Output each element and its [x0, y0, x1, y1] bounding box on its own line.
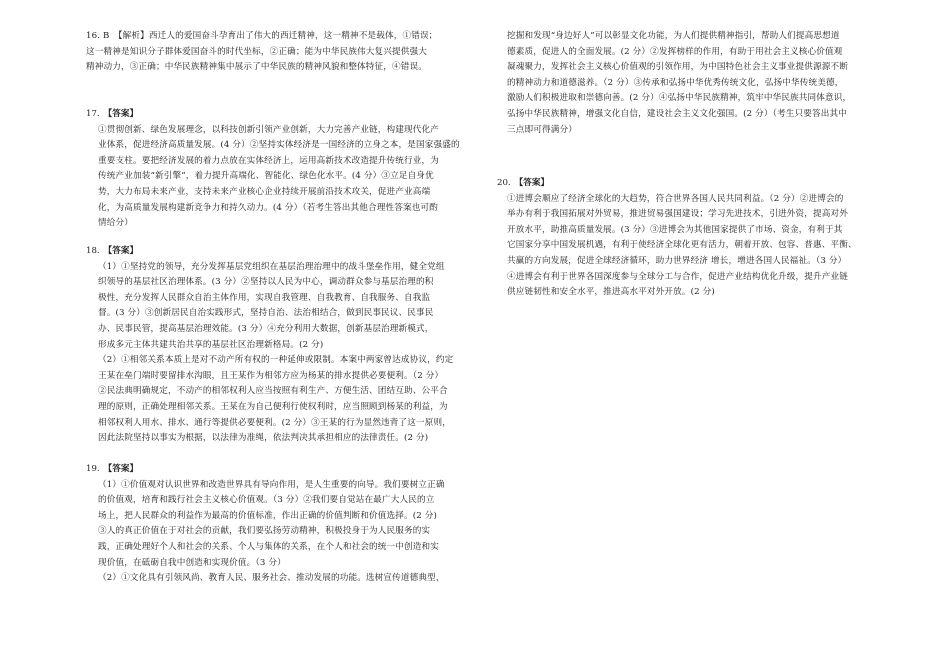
q16-line: 16. B 【解析】西迁人的爱国奋斗孕育出了伟大的西迁精神，这一精神不是载体，①错误；: [86, 31, 438, 41]
q18-line: 王某在垒门端时要留排水沟眼，且王某作为相邻方应为杨某的排水提供必要便利。（2 分）: [98, 370, 444, 381]
q18-line: 理的原则，正确处理相邻关系。王某在为自己便利行使权利时，应当照顾到杨某的利益，为: [98, 401, 448, 412]
q20-line: 共赢的方向发展，促进全球经济循环，助力世界经济 增长，增进各国人民福祉。（3 分）: [507, 255, 847, 266]
q20-heading: [497, 176, 879, 192]
q19-line: （1）①价值观对认识世界和改造世界具有导向作用，是人生重要的向导。我们要树立正确: [98, 479, 445, 490]
q19-line: ③人的真正价值在于对社会的贡献，我们要弘扬劳动精神，积极投身于为人民服务的实: [98, 526, 431, 537]
q18-block: [86, 244, 466, 447]
q19-cont-line: 凝魂聚力，发挥社会主义核心价值观的引领作用，为中国特色社会主义事业提供源源不断: [507, 62, 849, 73]
q18-heading: [86, 244, 466, 260]
q20-line: 供应链韧性和安全水平，推进高水平对外开放。(2 分): [507, 287, 715, 298]
q17-line: 化，为高质量发展构建新竞争力和持久动力。(4 分）（若考生答出其他合理性答案也可酌: [98, 202, 438, 213]
q18-line: （2）①相邻关系本质上是对不动产所有权的一种延伸或限制。本案中两家曾达成协议，约定: [98, 355, 454, 366]
q18-line: 形成多元主体共建共治共享的基层社区治理新格局。(2 分): [98, 339, 324, 350]
q17-line: 传统产业加装“新引擎”，着力提升高端化、智能化、绿色化水平。(4 分）③立足自身优: [98, 171, 434, 182]
q19-line: 践，正确处理好个人和社会的关系、个人与集体的关系，在个人和社会的统一中创造和实: [98, 541, 440, 552]
answer-label: 【答案】: [103, 464, 139, 474]
q16-line: 这一精神是知识分子群体爱国奋斗的时代坐标，②正确；能为中华民族伟大复兴提供强大: [86, 46, 428, 57]
q20-line: ④进博会有利于世界各国深度参与全球分工与合作，促进产业结构优化升级，提升产业链: [507, 271, 849, 282]
q16-block: [86, 29, 466, 76]
answer-label: 【答案】: [514, 178, 550, 188]
answer-label: 【答案】: [103, 246, 139, 256]
q19-cont-line: 激励人们积极进取和崇德向善。(2 分）④弘扬中华民族精神，筑牢中华民族共同体意识，: [507, 93, 852, 104]
question-number: 17.: [86, 109, 100, 119]
answer-label: 【答案】: [103, 109, 139, 119]
q19-continued-block: [507, 29, 879, 138]
q18-line: 织领导的基层社区治理体系。(3 分）②坚持以人民为中心，调动群众参与基层治理的积: [98, 277, 434, 288]
q17-line: 重要支柱。要把经济发展的着力点放在实体经济上，运用高新技术改造提升传统行业，为: [98, 155, 440, 166]
q18-line: 办、民事民管，提高基层治理效能。(3 分）④充分利用大数据，创新基层治理新模式，: [98, 323, 434, 334]
q20-line: 举办有利于我国拓展对外贸易，推进贸易强国建设；学习先进技术，引进外资，提高对外: [507, 209, 849, 220]
q17-line: 业体系，促进经济高质量发展。(4 分）②坚持实体经济是一国经济的立身之本，是国家强盛的: [98, 140, 460, 151]
q19-line: （2）①文化具有引领风尚、教育人民、服务社会、推动发展的功能。选树宣传道德典型，: [98, 573, 445, 584]
q19-block: [86, 462, 466, 587]
q20-line: 开放水平，助推高质量发展。(3 分）③进博会为其他国家提供了市场、资金，有利于其: [507, 224, 843, 235]
q19-line: 现价值，在砥砺自我中创造和实现价值。（3 分）: [98, 557, 286, 568]
q17-line: 势，大力布局未来产业，支持未来产业核心企业持续开展前沿技术攻关，促进产业高端: [98, 186, 431, 197]
q19-line: 的价值观，培育和践行社会主义核心价值观。（3 分）②我们要自觉站在最广大人民的立: [98, 495, 435, 506]
q17-line: ①贯彻创新、绿色发展理念，以科技创新引领产业创新，大力完善产业链，构建现代化产: [98, 124, 440, 135]
q18-line: 相邻权利人用水、排水、通行等提供必要便利。(2 分）③王某的行为显然违背了这一原则，: [98, 417, 452, 428]
q20-line: ①进博会顺应了经济全球化的大趋势，符合世界各国人民共同利益。（2 分）②进博会的: [507, 193, 844, 204]
q19-cont-line: 弘扬中华民族精神，增强文化自信，建设社会主义文化强国。(2 分）（考生只要答出其中: [507, 108, 847, 119]
q20-line: 它国家分享中国发展机遇，有利于使经济全球化更有活力，朝着开放、包容、普惠、平衡、: [507, 240, 857, 251]
q17-line: 情给分）: [98, 218, 133, 229]
q19-cont-line: 的精神动力和道德滋养。（2 分）③传承和弘扬中华优秀传统文化，弘扬中华传统美德，: [507, 77, 844, 88]
question-number: 20.: [497, 178, 511, 188]
q17-block: [86, 107, 466, 232]
q18-line: 极性，充分发挥人民群众自治主体作用，实现自我管理、自我教育、自我服务、自我监: [98, 292, 431, 303]
q18-line: 督。(3 分）③创新居民自治实践形式，坚持自治、法治相结合，做到民事民议、民事民: [98, 308, 434, 319]
q20-block: [497, 176, 879, 301]
q19-cont-line: 挖掘和发现“身边好人”可以彰显文化功能，为人们提供精神指引，帮助人们提高思想道: [507, 31, 840, 41]
q19-cont-line: 三点即可得满分）: [507, 124, 577, 135]
q19-cont-line: 德素质，促进人的全面发展。(2 分）②发挥榜样的作用，有助于用社会主义核心价值观: [507, 46, 843, 57]
q19-heading: [86, 462, 466, 478]
q17-heading: [86, 107, 466, 123]
q18-line: ②民法典明确规定，不动产的相邻权利人应当按照有利生产、方便生活、团结互助、公平合: [98, 386, 448, 397]
question-number: 18.: [86, 246, 100, 256]
q19-line: 场上，把人民群众的利益作为最高的价值标准，作出正确的价值判断和价值选择。(2 分): [98, 510, 438, 521]
q16-line: 精神动力，③正确；中华民族精神集中展示了中华民族的精神风貌和整体特征，④错误。: [86, 62, 428, 73]
question-number: 19.: [86, 464, 100, 474]
q18-line: 因此法院坚持以事实为根据，以法律为准绳，依法判决其承担相应的法律责任。(2 分): [98, 433, 429, 444]
q18-line: （1）①坚持党的领导，充分发挥基层党组织在基层治理治理中的战斗堡垒作用，健全党组: [98, 261, 445, 272]
